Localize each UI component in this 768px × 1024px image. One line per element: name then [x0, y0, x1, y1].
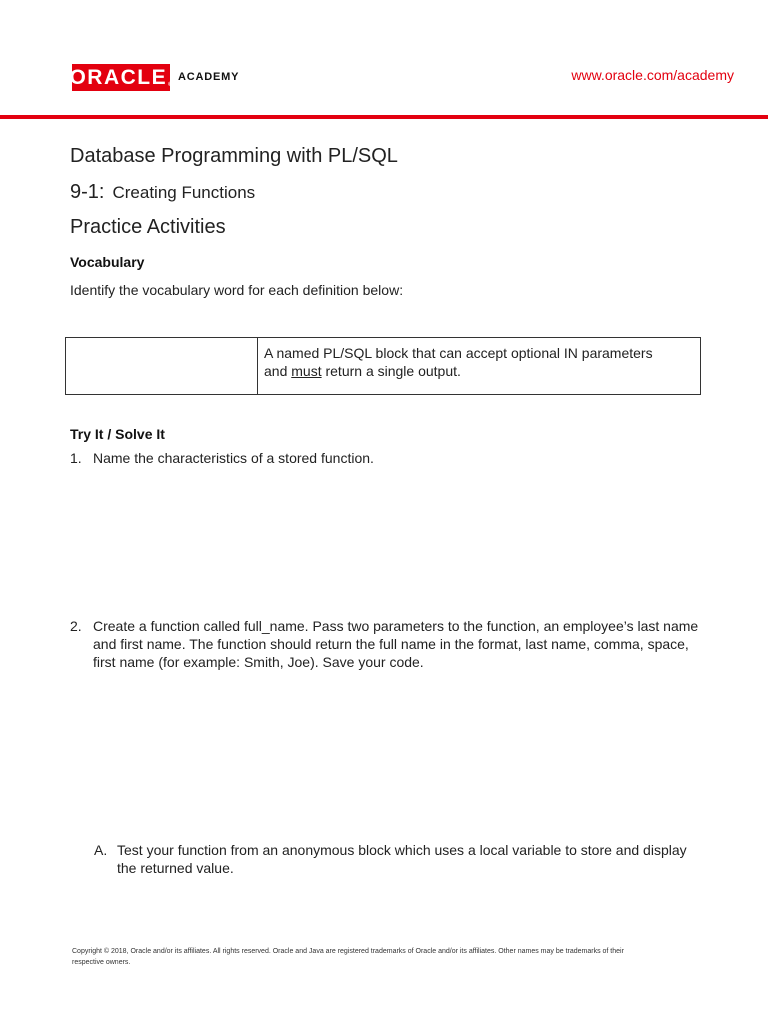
question-1 [70, 449, 710, 467]
definition-pre: and [264, 363, 292, 379]
question-number: 1. [70, 450, 82, 466]
vocabulary-term-cell[interactable] [66, 338, 258, 394]
try-it-heading: Try It / Solve It [70, 426, 165, 442]
section-title: Practice Activities [70, 216, 226, 238]
question-2 [70, 617, 710, 671]
question-text: Name the characteristics of a stored function. [93, 450, 374, 466]
vocabulary-table [65, 337, 701, 395]
vocabulary-definition-cell [258, 338, 700, 394]
definition-post: return a single output. [321, 363, 461, 379]
academy-label: ACADEMY [178, 71, 240, 83]
subquestion-text-line2: the returned value. [117, 860, 234, 876]
lesson-number: 9-1: [70, 181, 105, 203]
copyright-footer [72, 946, 682, 968]
question-text-line2: and first name. The function should return the full name in the format, last name, comma, space, [93, 636, 689, 652]
subquestion-letter: A. [94, 842, 108, 858]
question-number: 2. [70, 618, 82, 634]
vocabulary-instruction: Identify the vocabulary word for each definition below: [70, 282, 404, 298]
academy-site-link[interactable]: www.oracle.com/academy [571, 67, 734, 83]
lesson-name: Creating Functions [112, 183, 256, 202]
oracle-logo-text: ORACLE [69, 66, 168, 89]
course-title: Database Programming with PL/SQL [70, 145, 398, 167]
question-text-line3: first name (for example: Smith, Joe). Save your code. [93, 654, 424, 670]
page-header [0, 0, 768, 120]
vocabulary-heading: Vocabulary [70, 254, 145, 270]
copyright-line1: Copyright © 2018, Oracle and/or its affiliates. All rights reserved. Oracle and Java are registered trademarks of Oracle and/or its affiliates. Other names may be trademarks of their [72, 948, 624, 955]
oracle-logo [69, 64, 173, 91]
question-text-line1: Create a function called full_name. Pass two parameters to the function, an employee’s last name [93, 618, 699, 634]
definition-line1: A named PL/SQL block that can accept optional IN parameters [264, 345, 653, 361]
definition-underlined: must [291, 363, 322, 379]
subquestion-a [94, 841, 704, 877]
registered-mark: ® [168, 82, 173, 88]
lesson-title [70, 181, 255, 204]
copyright-line2: respective owners. [72, 959, 131, 966]
header-divider [0, 115, 768, 119]
subquestion-text-line1: Test your function from an anonymous block which uses a local variable to store and display [117, 842, 687, 858]
